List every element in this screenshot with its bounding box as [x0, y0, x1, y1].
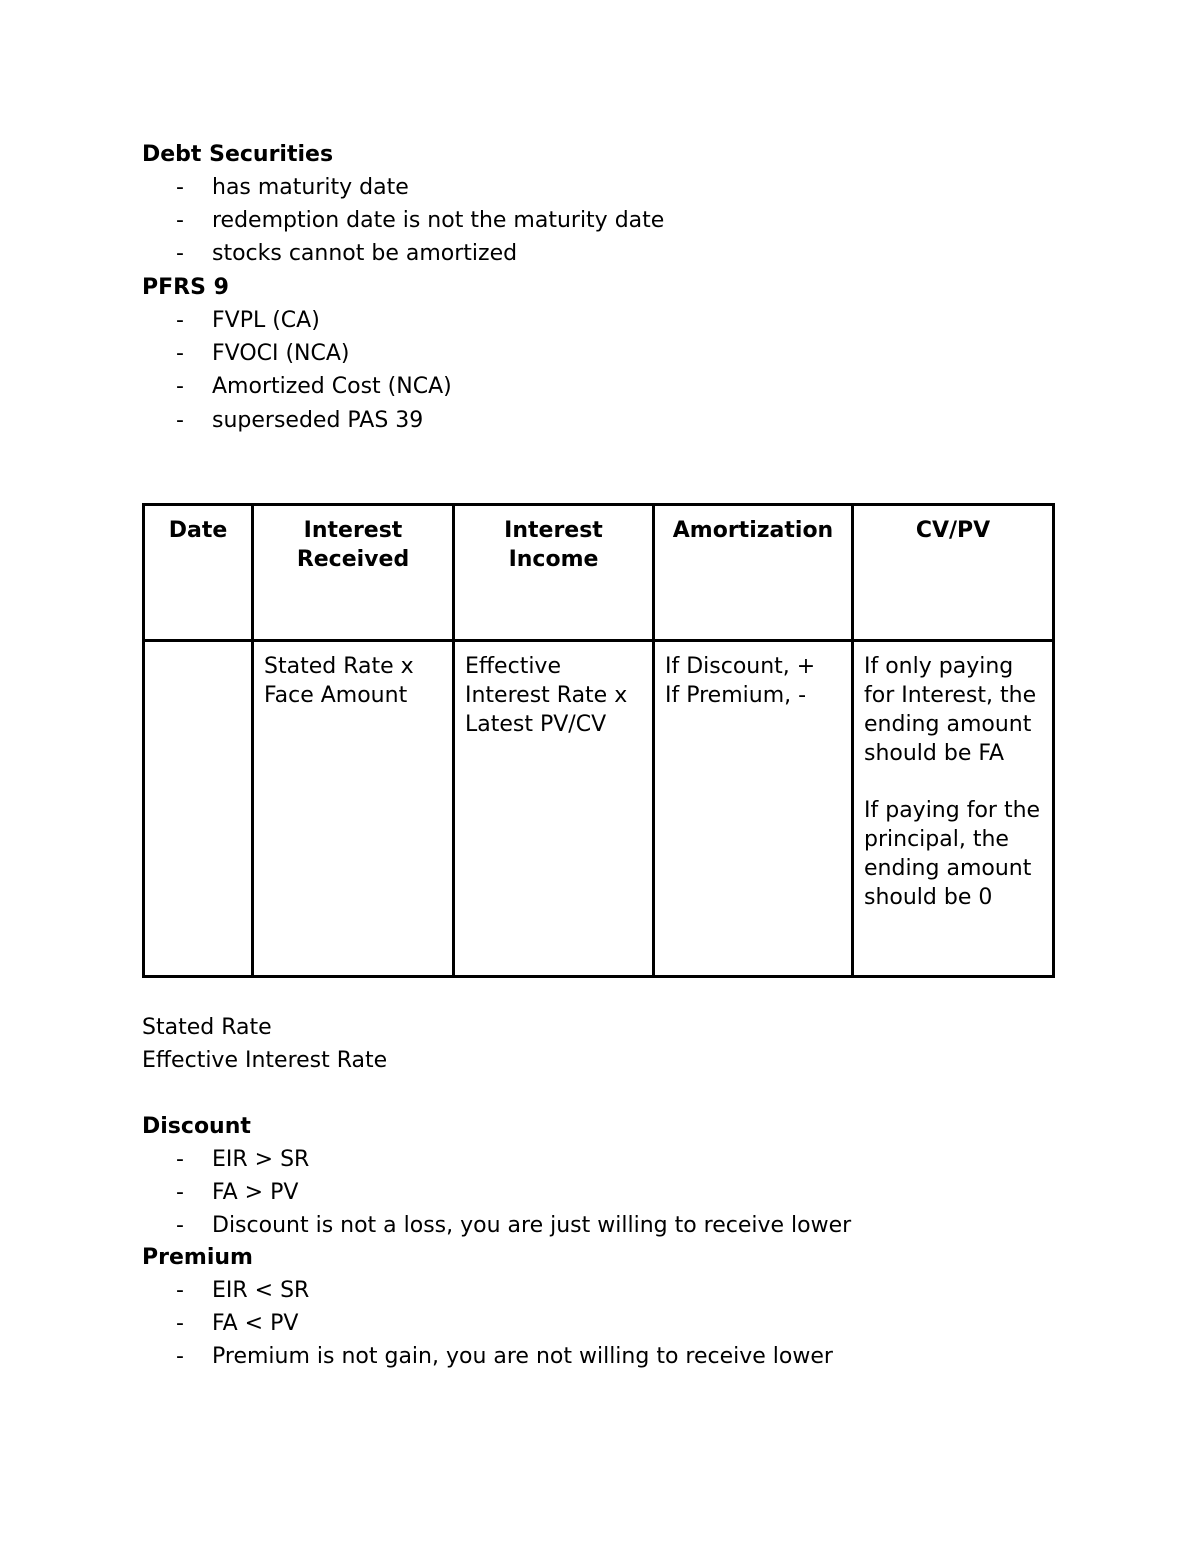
cell-interest-received: Stated Rate x Face Amount: [253, 641, 454, 977]
cv-pv-principal-note: If paying for the principal, the ending amount should be 0: [864, 798, 1041, 910]
bullet-dash: -: [176, 308, 184, 333]
table-row: [144, 641, 1054, 977]
cell-date: [144, 641, 253, 977]
table-header-row: [144, 505, 1054, 641]
stated-rate-text: Stated Rate: [142, 1015, 272, 1040]
effective-interest-rate-text: Effective Interest Rate: [142, 1048, 388, 1073]
header-interest-income: Interest Income: [454, 505, 654, 641]
bullet-dash: -: [176, 1213, 184, 1239]
header-date: Date: [144, 505, 253, 641]
heading-debt-securities: Debt Securities: [142, 142, 334, 167]
bullet-dash: -: [176, 208, 184, 234]
bullet-dash: -: [176, 1278, 184, 1303]
amortization-premium-rule: If Premium, -: [665, 683, 807, 708]
amortization-discount-rule: If Discount, +: [665, 654, 816, 679]
bullet-dash: -: [176, 341, 184, 367]
heading-discount: Discount: [142, 1114, 251, 1139]
bullet-dash: -: [176, 1344, 184, 1370]
cell-cv-pv: [853, 641, 1054, 977]
bullet-dash: -: [176, 1147, 184, 1172]
bullet-dash: -: [176, 407, 184, 433]
heading-pfrs9: PFRS 9: [142, 275, 229, 300]
bullet-dash: -: [176, 374, 184, 400]
cv-pv-interest-note: If only paying for Interest, the ending amount should be FA: [864, 654, 1037, 766]
bullet-dash: -: [176, 1311, 184, 1337]
bullet-dash: -: [176, 175, 184, 200]
cell-interest-income: Effective Interest Rate x Latest PV/CV: [454, 641, 654, 977]
heading-premium: Premium: [142, 1245, 253, 1270]
bullet-dash: -: [176, 1180, 184, 1206]
amortization-table: [142, 503, 1055, 978]
header-amortization: Amortization: [654, 505, 853, 641]
bullet-dash: -: [176, 241, 184, 267]
cell-amortization: [654, 641, 853, 977]
header-interest-received: Interest Received: [253, 505, 454, 641]
document-page: Debt Securities - has maturity date - redemption date is not the maturity date - stocks cannot be amortized PFRS 9 - FVPL (CA) - FVOCI (NCA) - Amortized Cost (NCA) - superseded PAS 39 Date Interest Received Interest Income Amortization CV/PV Stated Rate x Face Amount Effective Interest Rate x Latest PV/CV If Discount, + If Premium, - If only paying for Interest, the ending amount should be FA If paying for the principal, the ending amount should be 0 Stated Rate Effective Interest Rate Discount - EIR > SR - FA > PV - Discount is not a loss, you are just willing to receive lower Premium - EIR < SR - FA < PV - Premium is not gain, you are not willing to receive lower: [0, 0, 1200, 1553]
header-cv-pv: CV/PV: [853, 505, 1054, 641]
